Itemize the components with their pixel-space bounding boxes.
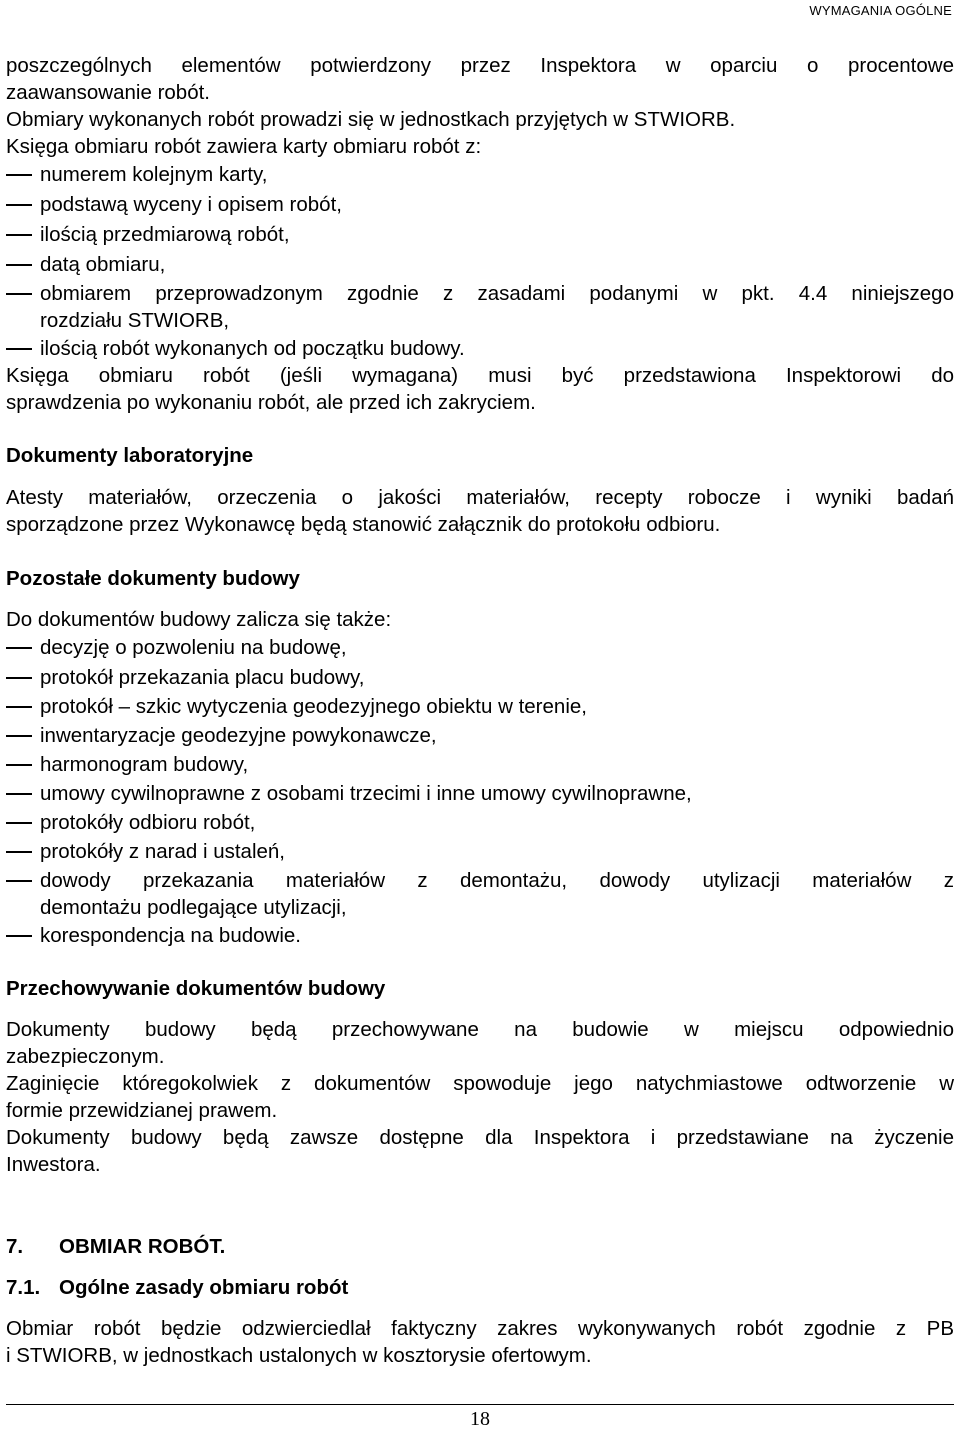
section-title: Ogólne zasady obmiaru robót	[59, 1276, 349, 1299]
dash-bullet-icon	[6, 880, 32, 882]
other-docs-intro: Do dokumentów budowy zalicza się także:	[6, 608, 392, 631]
intro-para1-line2: zaawansowanie robót.	[6, 81, 210, 104]
other-docs-heading: Pozostałe dokumenty budowy	[6, 567, 300, 590]
list-item: umowy cywilnoprawne z osobami trzecimi i inne umowy cywilnoprawne,	[40, 782, 692, 805]
storage-para2-line2: formie przewidzianej prawem.	[6, 1099, 278, 1122]
intro-para3: Księga obmiaru robót zawiera karty obmiaru robót z:	[6, 135, 482, 158]
dash-bullet-icon	[6, 822, 32, 824]
storage-para3-line1: Dokumenty budowy będą zawsze dostępne dla Inspektora i przedstawiane na życzenie	[6, 1126, 954, 1149]
dash-bullet-icon	[6, 793, 32, 795]
list-item: ilością przedmiarową robót,	[40, 223, 290, 246]
list-item: ilością robót wykonanych od początku budowy.	[40, 337, 465, 360]
section-number: 7.1.	[6, 1276, 41, 1299]
list-item: protokóły odbioru robót,	[40, 811, 256, 834]
dash-bullet-icon	[6, 935, 32, 937]
dash-bullet-icon	[6, 677, 32, 679]
dash-bullet-icon	[6, 204, 32, 206]
section-title: OBMIAR ROBÓT.	[59, 1235, 226, 1258]
dash-bullet-icon	[6, 234, 32, 236]
dash-bullet-icon	[6, 706, 32, 708]
section-7-1-text-line1: Obmiar robót będzie odzwierciedlał faktyczny zakres wykonywanych robót zgodnie z PB	[6, 1317, 954, 1340]
storage-para1-line1: Dokumenty budowy będą przechowywane na budowie w miejscu odpowiednio	[6, 1018, 954, 1041]
list-item-continuation: demontażu podlegające utylizacji,	[40, 896, 347, 919]
intro-para1-line1: poszczególnych elementów potwierdzony przez Inspektora w oparciu o procentowe	[6, 54, 954, 77]
dash-bullet-icon	[6, 735, 32, 737]
list-item: datą obmiaru,	[40, 253, 166, 276]
dash-bullet-icon	[6, 647, 32, 649]
list-item: inwentaryzacje geodezyjne powykonawcze,	[40, 724, 437, 747]
section-7-heading	[6, 1233, 954, 1260]
list-item: protokóły z narad i ustaleń,	[40, 840, 285, 863]
header-section-label: WYMAGANIA OGÓLNE	[809, 3, 952, 18]
section-number: 7.	[6, 1235, 24, 1258]
storage-heading: Przechowywanie dokumentów budowy	[6, 977, 386, 1000]
intro-para4-line2: sprawdzenia po wykonaniu robót, ale przed ich zakryciem.	[6, 391, 536, 414]
list-item: podstawą wyceny i opisem robót,	[40, 193, 342, 216]
lab-text-line1: Atesty materiałów, orzeczenia o jakości materiałów, recepty robocze i wyniki badań	[6, 486, 954, 509]
footer-divider	[6, 1404, 954, 1405]
dash-bullet-icon	[6, 293, 32, 295]
storage-para2-line1: Zaginięcie któregokolwiek z dokumentów spowoduje jego natychmiastowe odtworzenie w	[6, 1072, 954, 1095]
list-item: harmonogram budowy,	[40, 753, 249, 776]
dash-bullet-icon	[6, 851, 32, 853]
intro-para2: Obmiary wykonanych robót prowadzi się w jednostkach przyjętych w STWIORB.	[6, 108, 736, 131]
storage-para3-line2: Inwestora.	[6, 1153, 101, 1176]
section-7-1-text-line2: i STWIORB, w jednostkach ustalonych w kosztorysie ofertowym.	[6, 1344, 592, 1367]
dash-bullet-icon	[6, 174, 32, 176]
list-item: numerem kolejnym karty,	[40, 163, 268, 186]
page-number: 18	[470, 1408, 490, 1430]
list-item: protokół przekazania placu budowy,	[40, 666, 365, 689]
list-item: obmiarem przeprowadzonym zgodnie z zasadami podanymi w pkt. 4.4 niniejszego	[40, 282, 954, 305]
section-7-1-heading	[6, 1274, 954, 1301]
lab-text-line2: sporządzone przez Wykonawcę będą stanowić załącznik do protokołu odbioru.	[6, 513, 721, 536]
list-item: korespondencja na budowie.	[40, 924, 301, 947]
list-item: decyzję o pozwoleniu na budowę,	[40, 636, 347, 659]
list-item: dowody przekazania materiałów z demontażu, dowody utylizacji materiałów z	[40, 869, 954, 892]
lab-heading: Dokumenty laboratoryjne	[6, 444, 254, 467]
dash-bullet-icon	[6, 348, 32, 350]
intro-para4-line1: Księga obmiaru robót (jeśli wymagana) musi być przedstawiona Inspektorowi do	[6, 364, 954, 387]
list-item: protokół – szkic wytyczenia geodezyjnego obiektu w terenie,	[40, 695, 587, 718]
dash-bullet-icon	[6, 264, 32, 266]
storage-para1-line2: zabezpieczonym.	[6, 1045, 165, 1068]
list-item-continuation: rozdziału STWIORB,	[40, 309, 230, 332]
dash-bullet-icon	[6, 764, 32, 766]
